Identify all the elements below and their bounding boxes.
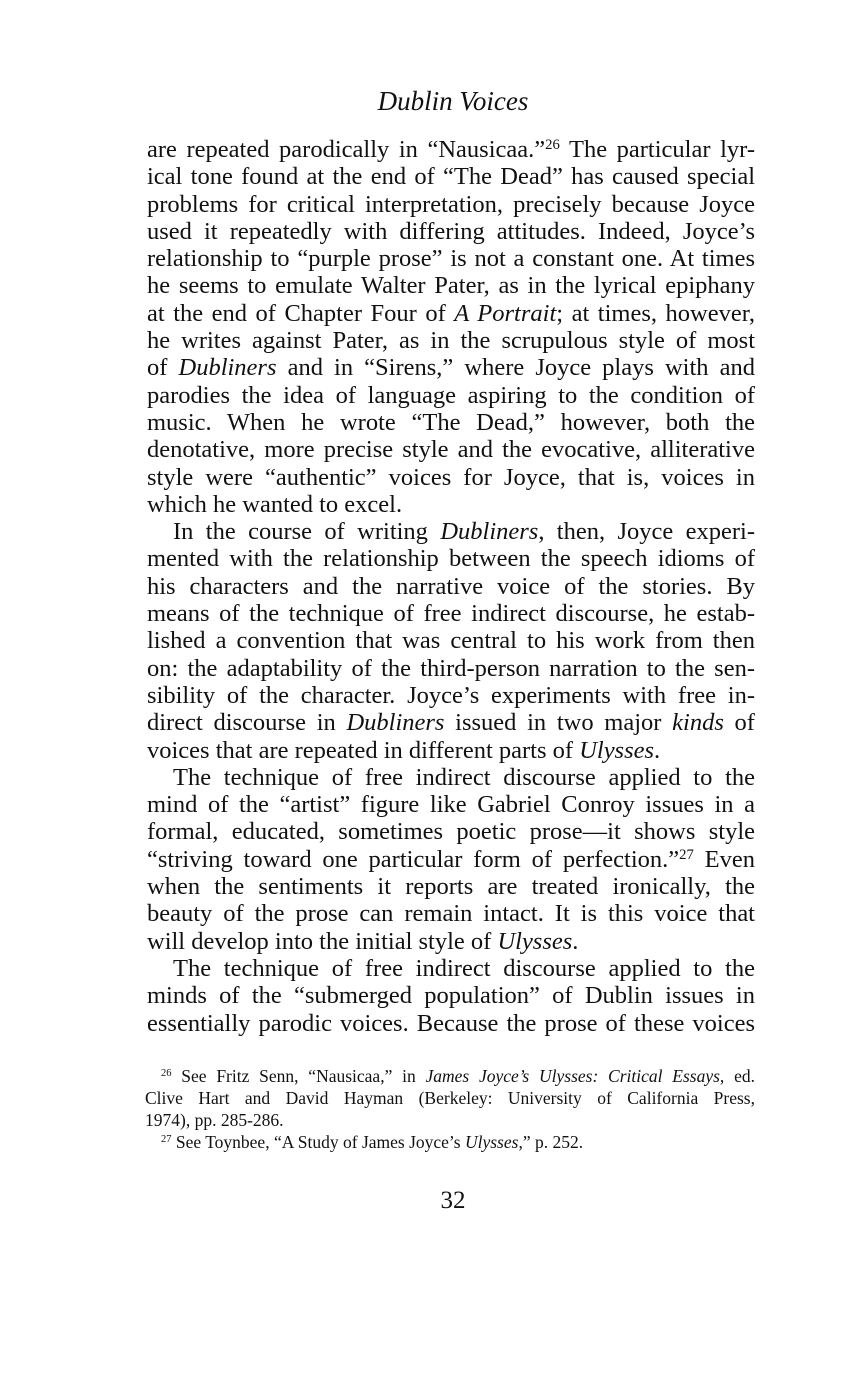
body-line: The technique of free indirect discourse applied to the	[173, 763, 755, 791]
body-line: minds of the “submerged population” of Dublin issues in	[147, 982, 755, 1010]
footnote-line: $^{26}$ See Fritz Senn, “Nausicaa,” in James Joyce’s Ulysses: Critical Essays, ed.	[161, 1066, 755, 1086]
body-line: essentially parodic voices. Because the prose of these voices	[147, 1009, 755, 1037]
body-line: on: the adaptability of the third-person narration to the sen-	[147, 654, 755, 682]
page-number: 32	[440, 1187, 466, 1214]
body-line: denotative, more precise style and the evocative, alliterative	[147, 436, 755, 464]
body-line: his characters and the narrative voice of the stories. By	[147, 572, 755, 600]
body-line: of Dubliners and in “Sirens,” where Joyce plays with and	[147, 354, 755, 382]
body-line: mind of the “artist” figure like Gabriel Conroy issues in a	[147, 791, 755, 819]
body-line: relationship to “purple prose” is not a constant one. At times	[147, 245, 755, 273]
body-line: voices that are repeated in different parts of Ulysses.	[147, 736, 661, 764]
body-line: problems for critical interpretation, precisely because Joyce	[147, 190, 755, 218]
body-line: sibility of the character. Joyce’s experiments with free in-	[147, 681, 755, 709]
body-line: In the course of writing Dubliners, then, Joyce experi-	[173, 518, 756, 546]
body-line: used it repeatedly with differing attitudes. Indeed, Joyce’s	[147, 217, 755, 245]
body-line: music. When he wrote “The Dead,” however, both the	[147, 408, 755, 436]
footnote-line: 1974), pp. 285-286.	[145, 1110, 284, 1130]
body-line: lished a convention that was central to his work from then	[147, 627, 755, 655]
body-line: are repeated parodically in “Nausicaa.”$^{26}$ The particular lyr-	[147, 136, 755, 163]
body-line: mented with the relationship between the speech idioms of	[147, 545, 755, 573]
body-line: direct discourse in Dubliners issued in two major kinds of	[147, 709, 755, 737]
body-line: will develop into the initial style of Ulysses.	[147, 927, 579, 955]
footnotes	[145, 1065, 755, 1153]
body-line: style were “authentic” voices for Joyce, that is, voices in	[147, 463, 755, 491]
running-head: Dublin Voices	[377, 86, 529, 116]
body-line: at the end of Chapter Four of A Portrait; at times, however,	[147, 299, 755, 327]
body-line: means of the technique of free indirect discourse, he estab-	[147, 600, 755, 628]
body-line: beauty of the prose can remain intact. It is this voice that	[147, 900, 755, 928]
body-line: which he wanted to excel.	[147, 490, 403, 518]
body-line: parodies the idea of language aspiring to the condition of	[147, 381, 755, 409]
body-text	[147, 136, 755, 1037]
body-line: he seems to emulate Walter Pater, as in the lyrical epiphany	[147, 272, 755, 300]
footnote-line: $^{27}$ See Toynbee, “A Study of James Joyce’s Ulysses,” p. 252.	[161, 1132, 584, 1152]
body-line: ical tone found at the end of “The Dead” has caused special	[147, 163, 755, 191]
body-line: he writes against Pater, as in the scrupulous style of most	[147, 327, 755, 355]
body-line: The technique of free indirect discourse applied to the	[173, 954, 755, 982]
footnote-line: Clive Hart and David Hayman (Berkeley: University of California Press,	[145, 1088, 755, 1108]
body-line: when the sentiments it reports are treated ironically, the	[147, 873, 755, 901]
body-line: formal, educated, sometimes poetic prose—it shows style	[147, 818, 755, 846]
body-line: “striving toward one particular form of perfection.”$^{27}$ Even	[147, 845, 756, 873]
